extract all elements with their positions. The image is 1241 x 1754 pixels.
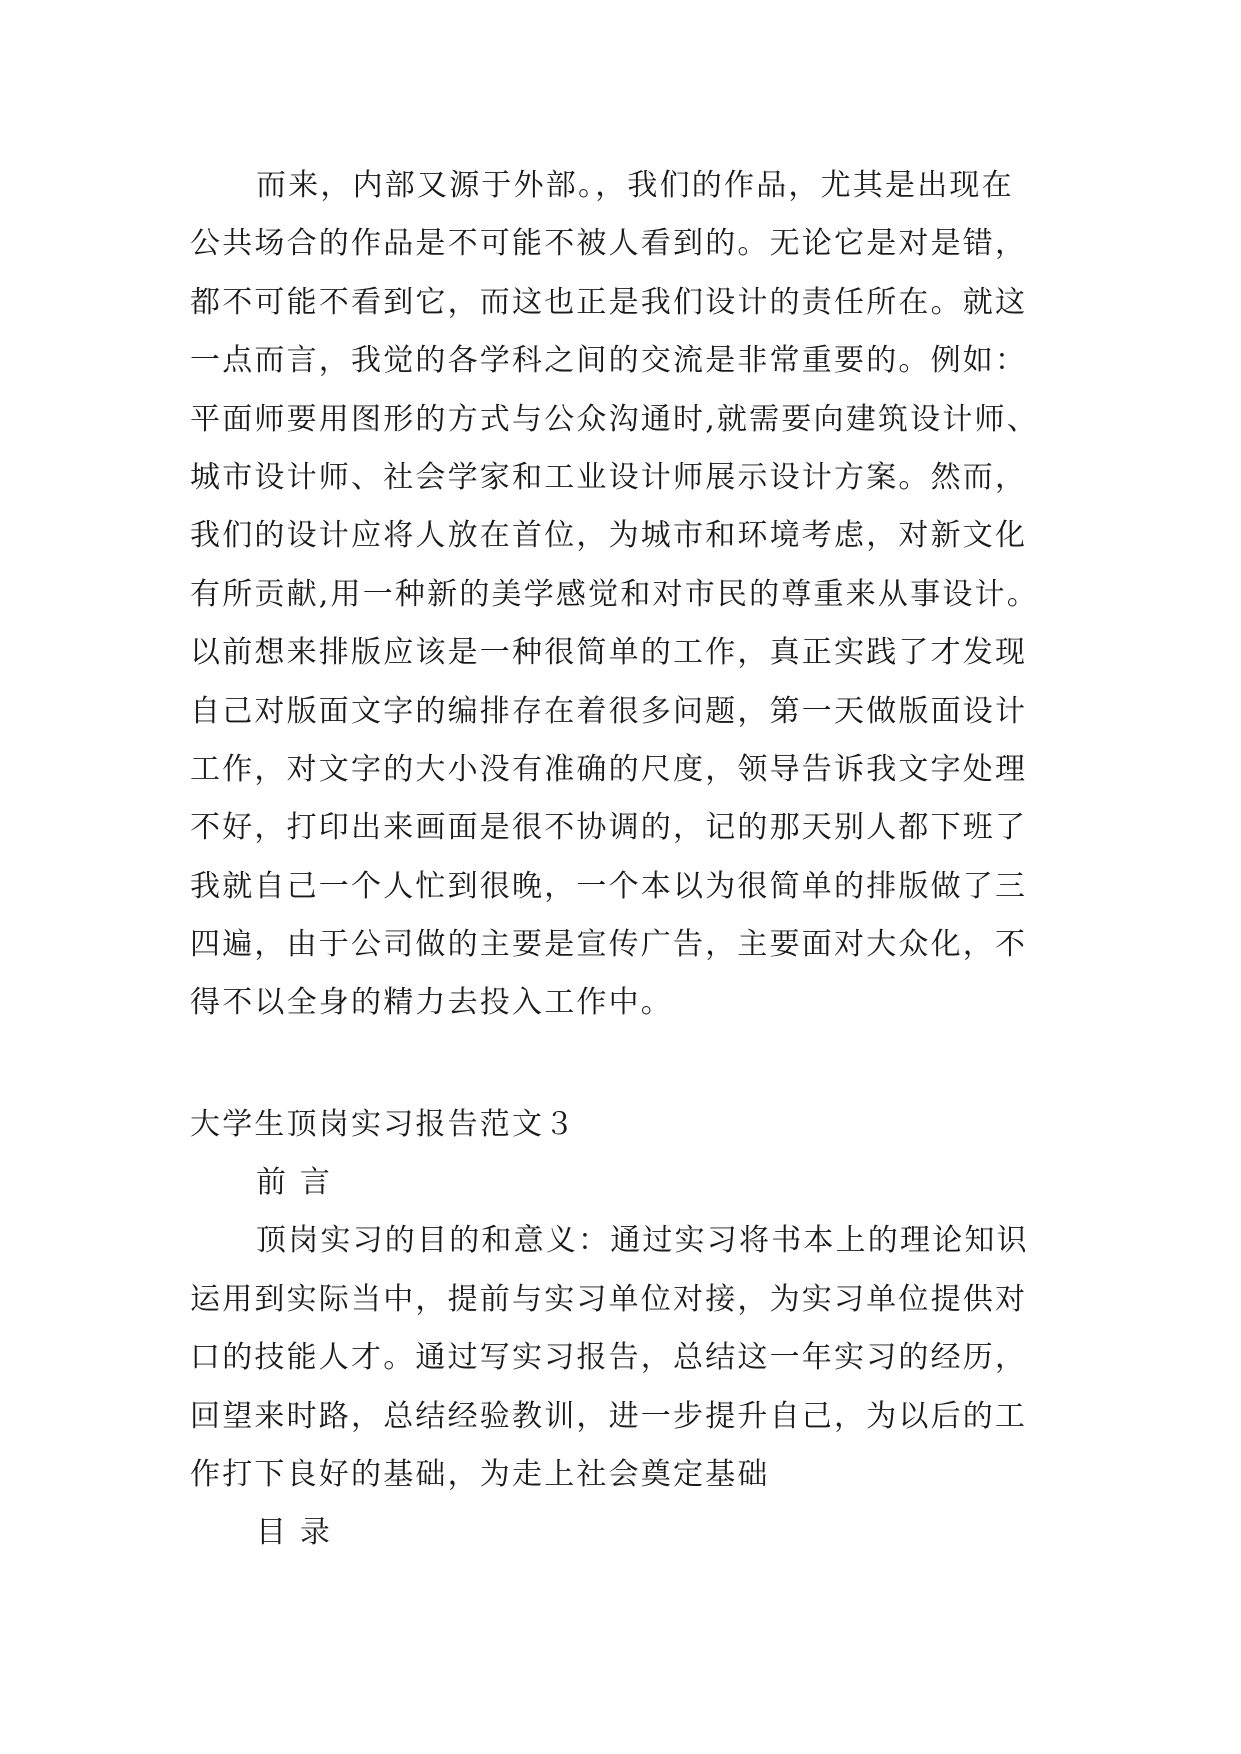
text-line: 工作，对文字的大小没有准确的尺度，领导告诉我文字处理 <box>190 751 1028 787</box>
text-line: 公共场合的作品是不可能不被人看到的。无论它是对是错， <box>190 226 1028 262</box>
text-line: 有所贡献,用一种新的美学感觉和对市民的尊重来从事设计。 <box>190 576 1039 612</box>
preface-heading: 前 言 <box>256 1165 333 1200</box>
text-line: 自己对版面文字的编排存在着很多问题，第一天做版面设计 <box>190 693 1028 729</box>
text-line: 一点而言，我觉的各学科之间的交流是非常重要的。例如： <box>190 343 1028 379</box>
preface-section <box>190 1154 1052 1563</box>
text-line: 平面师要用图形的方式与公众沟通时,就需要向建筑设计师、 <box>190 401 1039 437</box>
text-line: 而来，内部又源于外部。，我们的作品，尤其是出现在 <box>256 168 1014 203</box>
text-line: 作打下良好的基础，为走上社会奠定基础 <box>190 1456 770 1492</box>
text-line: 口的技能人才。通过写实习报告，总结这一年实习的经历， <box>190 1340 1028 1376</box>
text-line: 以前想来排版应该是一种很简单的工作，真正实践了才发现 <box>190 635 1028 671</box>
text-line: 不好，打印出来画面是很不协调的，记的那天别人都下班了 <box>190 810 1028 846</box>
text-line: 顶岗实习的目的和意义：通过实习将书本上的理论知识 <box>256 1223 1029 1259</box>
text-line: 四遍，由于公司做的主要是宣传广告，主要面对大众化，不 <box>190 927 1028 963</box>
text-line: 运用到实际当中，提前与实习单位对接，为实习单位提供对 <box>190 1281 1028 1317</box>
text-line: 我就自己一个人忙到很晚，一个本以为很简单的排版做了三 <box>190 868 1028 904</box>
section-heading: 大学生顶岗实习报告范文３ <box>190 1107 577 1142</box>
text-line: 回望来时路，总结经验教训，进一步提升自己，为以后的工 <box>190 1398 1028 1434</box>
text-line: 得不以全身的精力去投入工作中。 <box>190 985 673 1021</box>
toc-heading: 目 录 <box>256 1515 333 1551</box>
text-line: 都不可能不看到它，而这也正是我们设计的责任所在。就这 <box>190 284 1028 320</box>
text-line: 城市设计师、社会学家和工业设计师展示设计方案。然而， <box>190 459 1028 495</box>
body-paragraph <box>190 157 1052 1033</box>
text-line: 我们的设计应将人放在首位，为城市和环境考虑，对新文化 <box>190 518 1028 554</box>
